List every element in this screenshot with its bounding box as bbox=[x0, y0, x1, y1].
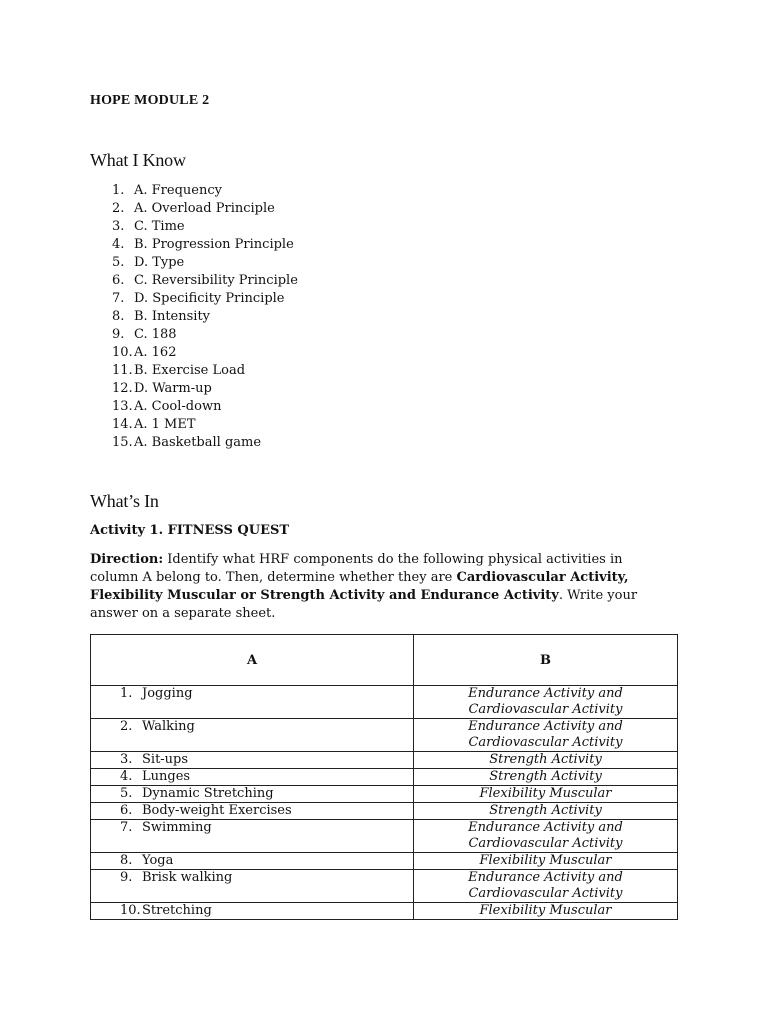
answer-item bbox=[112, 326, 298, 344]
answer-item bbox=[112, 200, 298, 218]
activity-cell bbox=[91, 719, 414, 752]
answer-text: A. Basketball game bbox=[134, 435, 262, 450]
classification-line: Endurance Activity and bbox=[468, 686, 623, 701]
table-row bbox=[91, 820, 678, 853]
classification-cell bbox=[414, 786, 678, 803]
activity-name: Jogging bbox=[142, 686, 193, 701]
table-row bbox=[91, 870, 678, 903]
activity-number: 4. bbox=[120, 769, 133, 784]
activity-cell bbox=[91, 769, 414, 786]
table-row bbox=[91, 752, 678, 769]
activity-cell bbox=[91, 870, 414, 903]
answer-text: A. Overload Principle bbox=[134, 201, 275, 216]
answer-item bbox=[112, 434, 298, 452]
answer-key-list bbox=[112, 182, 298, 452]
classification-line: Cardiovascular Activity bbox=[468, 702, 623, 717]
answer-number: 2. bbox=[112, 201, 125, 216]
activity-number: 7. bbox=[120, 820, 133, 835]
what-i-know-heading: What I Know bbox=[90, 150, 186, 170]
answer-item bbox=[112, 272, 298, 290]
answer-text: A. Frequency bbox=[134, 183, 222, 198]
activity-cell bbox=[91, 786, 414, 803]
module-title: HOPE MODULE 2 bbox=[90, 93, 210, 108]
table-row bbox=[91, 769, 678, 786]
answer-number: 10. bbox=[112, 345, 133, 360]
answer-item bbox=[112, 362, 298, 380]
answer-text: C. Reversibility Principle bbox=[134, 273, 298, 288]
table-row bbox=[91, 803, 678, 820]
classification-cell bbox=[414, 853, 678, 870]
answer-number: 3. bbox=[112, 219, 125, 234]
activity-cell bbox=[91, 752, 414, 769]
classification-line: Endurance Activity and bbox=[468, 870, 623, 885]
classification-line: Strength Activity bbox=[489, 803, 602, 818]
activity-name: Stretching bbox=[142, 903, 212, 918]
answer-number: 13. bbox=[112, 399, 133, 414]
activity-name: Sit-ups bbox=[142, 752, 189, 767]
classification-line: Flexibility Muscular bbox=[479, 903, 612, 918]
activity-name: Walking bbox=[142, 719, 195, 734]
answer-text: D. Warm-up bbox=[134, 381, 212, 396]
answer-text: C. Time bbox=[134, 219, 185, 234]
answer-item bbox=[112, 236, 298, 254]
answer-text: A. 162 bbox=[134, 345, 177, 360]
answer-number: 7. bbox=[112, 291, 125, 306]
table-header-row bbox=[91, 635, 678, 686]
answer-number: 6. bbox=[112, 273, 125, 288]
table-row bbox=[91, 686, 678, 719]
answer-number: 12. bbox=[112, 381, 133, 396]
activity-name: Body-weight Exercises bbox=[142, 803, 292, 818]
activity-number: 6. bbox=[120, 803, 133, 818]
answer-number: 1. bbox=[112, 183, 125, 198]
activity-cell bbox=[91, 686, 414, 719]
answer-number: 15. bbox=[112, 435, 133, 450]
classification-cell bbox=[414, 903, 678, 920]
answer-text: B. Intensity bbox=[134, 309, 211, 324]
answer-text: D. Type bbox=[134, 255, 185, 270]
classification-line: Endurance Activity and bbox=[468, 820, 623, 835]
classification-line: Endurance Activity and bbox=[468, 719, 623, 734]
fitness-quest-table bbox=[90, 634, 678, 920]
activity-cell bbox=[91, 803, 414, 820]
table-body bbox=[91, 686, 678, 920]
answer-number: 11. bbox=[112, 363, 133, 378]
answer-number: 5. bbox=[112, 255, 125, 270]
direction-paragraph bbox=[90, 551, 650, 623]
answer-item bbox=[112, 380, 298, 398]
answer-number: 8. bbox=[112, 309, 125, 324]
answer-number: 9. bbox=[112, 327, 125, 342]
classification-line: Flexibility Muscular bbox=[479, 786, 612, 801]
column-a-header: A bbox=[91, 635, 414, 686]
classification-cell bbox=[414, 820, 678, 853]
answer-item bbox=[112, 182, 298, 200]
activity-cell bbox=[91, 903, 414, 920]
activity-number: 3. bbox=[120, 752, 133, 767]
answer-text: A. Cool-down bbox=[134, 399, 222, 414]
answer-number: 4. bbox=[112, 237, 125, 252]
answer-item bbox=[112, 398, 298, 416]
answer-item bbox=[112, 308, 298, 326]
activity-number: 5. bbox=[120, 786, 133, 801]
activity-name: Yoga bbox=[142, 853, 174, 868]
activity-cell bbox=[91, 853, 414, 870]
answer-text: B. Progression Principle bbox=[134, 237, 294, 252]
classification-cell bbox=[414, 686, 678, 719]
table-row bbox=[91, 853, 678, 870]
direction-text-2: . Write your answer on a separate sheet. bbox=[90, 588, 638, 621]
activity-cell bbox=[91, 820, 414, 853]
classification-cell bbox=[414, 752, 678, 769]
activity-number: 8. bbox=[120, 853, 133, 868]
classification-line: Cardiovascular Activity bbox=[468, 836, 623, 851]
answer-item bbox=[112, 254, 298, 272]
classification-cell bbox=[414, 803, 678, 820]
classification-line: Cardiovascular Activity bbox=[468, 886, 623, 901]
classification-cell bbox=[414, 719, 678, 752]
direction-text-1: Identify what HRF components do the following physical activities in column A belong to. Then, determine whether they are bbox=[90, 552, 623, 585]
classification-line: Strength Activity bbox=[489, 769, 602, 784]
answer-item bbox=[112, 290, 298, 308]
direction-label: Direction: bbox=[90, 552, 164, 567]
activity-name: Lunges bbox=[142, 769, 191, 784]
answer-text: B. Exercise Load bbox=[134, 363, 246, 378]
activity-title: Activity 1. FITNESS QUEST bbox=[90, 523, 290, 538]
answer-item bbox=[112, 344, 298, 362]
classification-line: Strength Activity bbox=[489, 752, 602, 767]
classification-cell bbox=[414, 769, 678, 786]
direction-bold-categories: Cardiovascular Activity, Flexibility Muscular or Strength Activity and Endurance Activity bbox=[90, 570, 629, 603]
answer-item bbox=[112, 218, 298, 236]
answer-text: D. Specificity Principle bbox=[134, 291, 285, 306]
column-b-header: B bbox=[414, 635, 678, 686]
answer-number: 14. bbox=[112, 417, 133, 432]
activity-number: 9. bbox=[120, 870, 133, 885]
answer-text: C. 188 bbox=[134, 327, 177, 342]
classification-line: Flexibility Muscular bbox=[479, 853, 612, 868]
activity-number: 10. bbox=[120, 903, 141, 918]
classification-cell bbox=[414, 870, 678, 903]
table-row bbox=[91, 786, 678, 803]
answer-item bbox=[112, 416, 298, 434]
activity-name: Swimming bbox=[142, 820, 212, 835]
activity-number: 1. bbox=[120, 686, 133, 701]
activity-name: Brisk walking bbox=[142, 870, 233, 885]
table-row bbox=[91, 719, 678, 752]
classification-line: Cardiovascular Activity bbox=[468, 735, 623, 750]
answer-text: A. 1 MET bbox=[134, 417, 196, 432]
activity-number: 2. bbox=[120, 719, 133, 734]
table-row bbox=[91, 903, 678, 920]
whats-in-heading: What’s In bbox=[90, 491, 159, 511]
activity-name: Dynamic Stretching bbox=[142, 786, 274, 801]
